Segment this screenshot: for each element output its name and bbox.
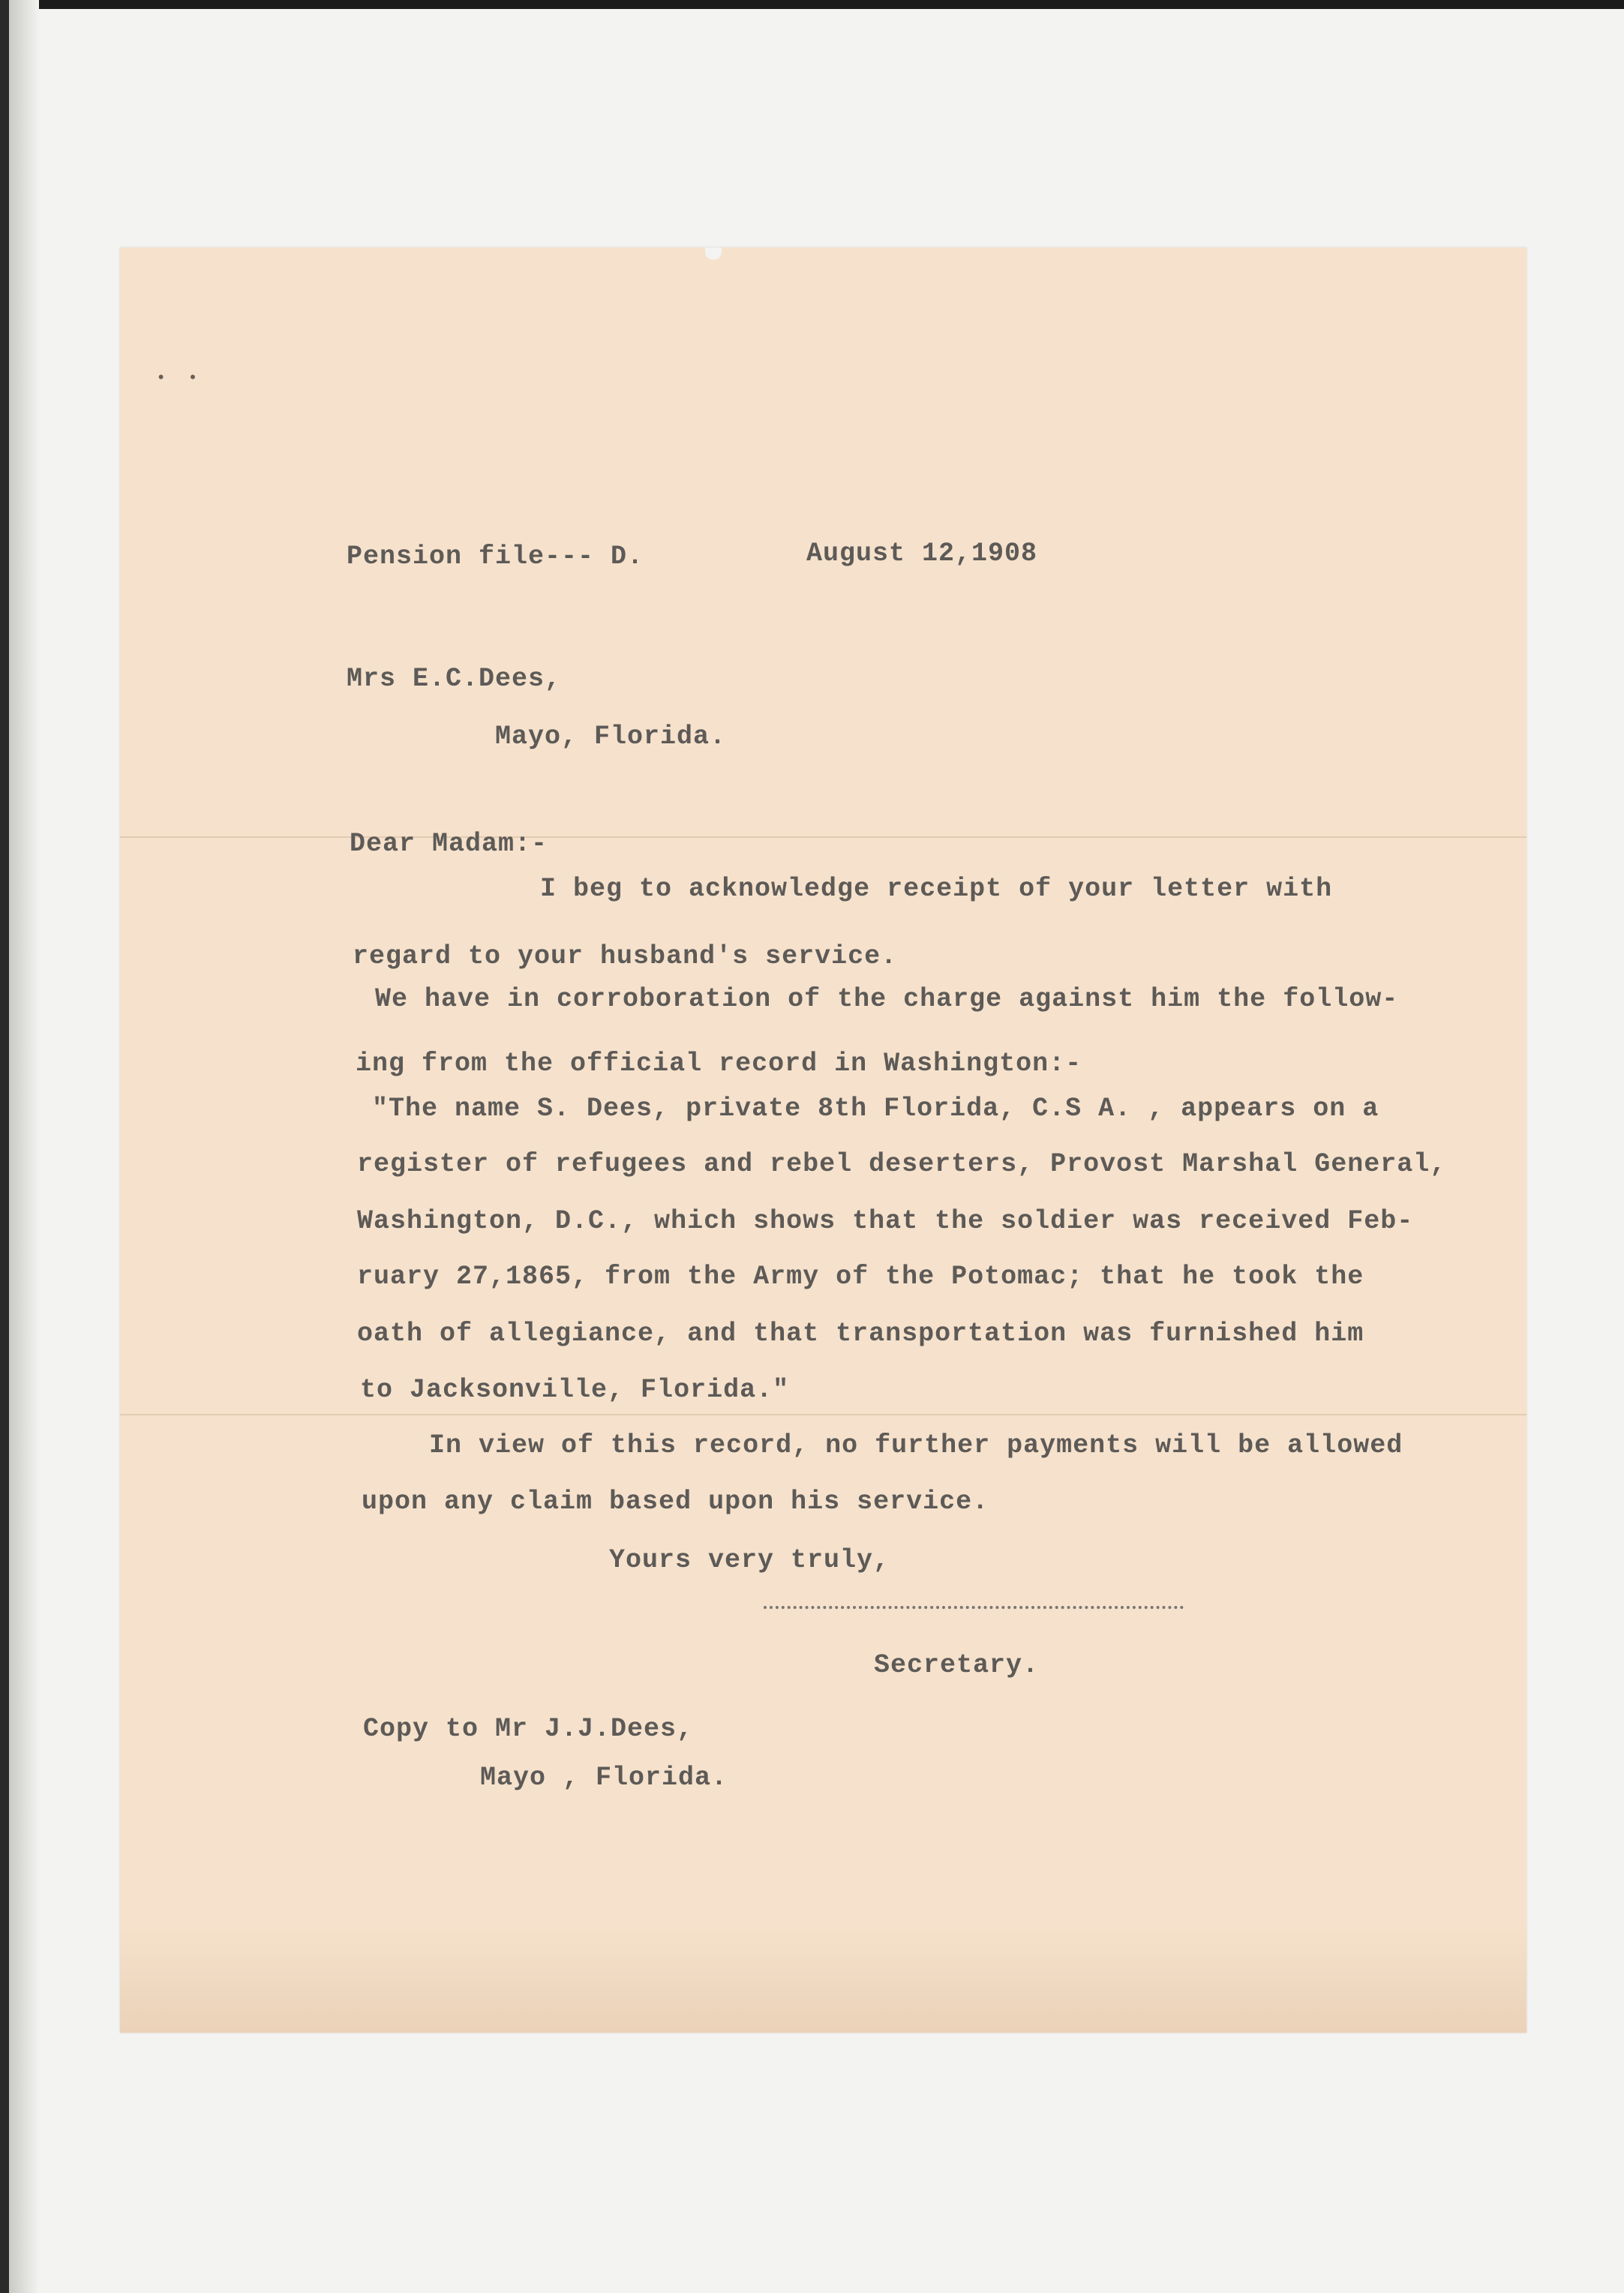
salutation: Dear Madam:-: [350, 829, 548, 859]
body-line-10: to Jacksonville, Florida.": [360, 1375, 790, 1405]
body-line-5: "The name S. Dees, private 8th Florida, C.S A. , appears on a: [372, 1094, 1379, 1124]
header-file-reference: Pension file--- D.: [347, 542, 644, 572]
recipient-address: Mayo, Florida.: [495, 722, 727, 752]
closing: Yours very truly,: [609, 1545, 890, 1575]
letter-page: [120, 248, 1526, 2033]
signature-line: [764, 1606, 1184, 1609]
body-line-9: oath of allegiance, and that transportation was furnished him: [357, 1319, 1364, 1349]
body-line-11: In view of this record, no further payments will be allowed: [429, 1430, 1403, 1460]
paper-tear-mark: [705, 248, 722, 260]
scanner-left-edge: [0, 0, 9, 2293]
margin-dots: • •: [156, 369, 204, 388]
body-line-1: I beg to acknowledge receipt of your letter with: [540, 874, 1333, 904]
header-date: August 12,1908: [806, 539, 1038, 569]
copy-to: Copy to Mr J.J.Dees,: [363, 1714, 694, 1744]
scanner-top-edge: [0, 0, 1624, 9]
body-line-12: upon any claim based upon his service.: [362, 1487, 989, 1517]
scanner-left-shadow: [9, 0, 39, 2293]
body-line-3: We have in corroboration of the charge against him the follow-: [375, 984, 1399, 1014]
signature-title: Secretary.: [874, 1650, 1040, 1680]
fold-line-lower: [120, 1414, 1526, 1415]
recipient-name: Mrs E.C.Dees,: [347, 664, 562, 694]
body-line-8: ruary 27,1865, from the Army of the Potomac; that he took the: [357, 1262, 1364, 1292]
fold-line-upper: [120, 836, 1526, 838]
body-line-6: register of refugees and rebel deserters, Provost Marshal General,: [357, 1149, 1447, 1179]
body-line-2: regard to your husband's service.: [353, 941, 898, 971]
body-line-7: Washington, D.C., which shows that the soldier was received Feb-: [357, 1206, 1414, 1236]
copy-address: Mayo , Florida.: [480, 1763, 728, 1793]
body-line-4: ing from the official record in Washington:-: [356, 1049, 1082, 1079]
